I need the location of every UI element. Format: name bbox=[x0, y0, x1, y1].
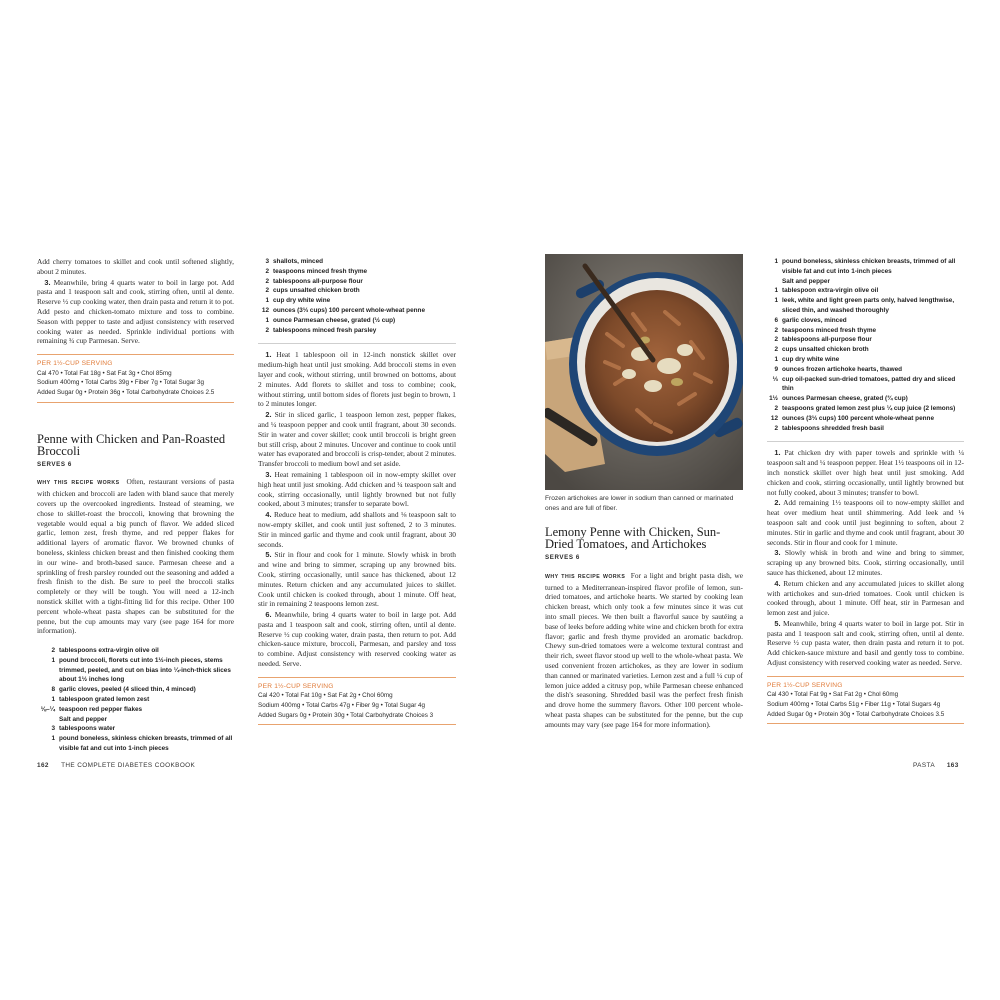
ingredient-quantity: 2 bbox=[774, 424, 778, 432]
step-number: 4. bbox=[265, 510, 272, 520]
ingredient-item bbox=[37, 724, 234, 734]
column-3 bbox=[545, 516, 743, 731]
method-step bbox=[767, 579, 964, 618]
ingredient-item bbox=[258, 316, 456, 326]
ingredient-text: shallots, minced bbox=[273, 258, 324, 265]
ingredient-text: teaspoon red pepper flakes bbox=[59, 705, 143, 713]
ingredient-quantity: ⅛–¼ bbox=[40, 705, 55, 713]
why-paragraph bbox=[37, 477, 234, 636]
ingredient-item bbox=[767, 296, 964, 316]
ingredient-quantity bbox=[37, 715, 59, 725]
step-text: Heat 1 tablespoon oil in 12-inch nonstick skillet over medium-high heat until just smoking. Add broccoli stems in even layer and cook, without stirring, until browned on bottoms, about 2 minutes. Add florets to skillet and toss to combine; cook, without stirring, until bottom sides of florets just begin to brown, 1 to 2 minutes longer. bbox=[258, 350, 456, 409]
method-step bbox=[258, 410, 456, 469]
divider bbox=[258, 343, 456, 344]
step-number: 5. bbox=[774, 618, 781, 628]
ingredient-item bbox=[37, 646, 234, 656]
ingredient-text: leek, white and light green parts only, halved lengthwise, sliced thin, and washed thoroughly bbox=[782, 297, 955, 314]
nutrition-line: Sodium 400mg • Total Carbs 51g • Fiber 11g • Total Sugars 4g bbox=[767, 701, 941, 709]
step-text: Meanwhile, bring 4 quarts water to boil in large pot. Add pasta and 1 teaspoon salt and cook, stirring often, until al dente. Reserve ½ cup cooking water, then drain pasta and return it to pot. Add pesto and chicken-tomato mixture and toss to combine. Season with pepper to taste and adjust consistency with reserved cooking water as needed. Sprinkle individual portions with remaining ¾ cup Parmesan. Serve. bbox=[37, 277, 234, 346]
ingredient-quantity: 1 bbox=[774, 355, 778, 363]
ingredient-item bbox=[767, 424, 964, 434]
ingredient-list bbox=[258, 257, 456, 335]
method-step bbox=[258, 550, 456, 609]
step-number: 5. bbox=[265, 550, 272, 560]
step-text: Pat chicken dry with paper towels and sprinkle with ¼ teaspoon salt and ¼ teaspoon pepper. Heat 1½ teaspoons oil in 12-inch nonstick skillet over high heat until just smoking. Add chicken and cook, stirring occasionally, until lightly browned but not fully cooked, about 3 minutes; transfer to bowl. bbox=[767, 448, 964, 497]
ingredient-quantity: 2 bbox=[774, 326, 778, 334]
ingredient-quantity: 3 bbox=[51, 725, 55, 733]
step-text: Slowly whisk in broth and wine and bring to simmer, scraping up any browned bits. Cook, stirring occasionally, until sauce has thickened, about 12 minutes. bbox=[767, 548, 964, 577]
ingredient-item bbox=[767, 365, 964, 375]
ingredient-item bbox=[767, 375, 964, 395]
ingredient-item bbox=[37, 715, 234, 725]
step-number: 6. bbox=[265, 610, 272, 620]
ingredient-quantity: 2 bbox=[774, 336, 778, 344]
ingredient-text: cups unsalted chicken broth bbox=[782, 346, 869, 354]
method-step bbox=[258, 350, 456, 409]
divider bbox=[767, 441, 964, 442]
ingredient-quantity bbox=[767, 277, 782, 287]
ingredient-item bbox=[258, 267, 456, 277]
nutrition-line: Added Sugar 0g • Protein 30g • Total Carbohydrate Choices 3.5 bbox=[767, 710, 945, 718]
ingredient-quantity: 2 bbox=[265, 277, 269, 285]
ingredient-item bbox=[258, 257, 456, 267]
ingredient-item bbox=[767, 355, 964, 365]
ingredient-text: cups unsalted chicken broth bbox=[273, 287, 360, 295]
why-text: For a light and bright pasta dish, we turned to a Mediterranean-inspired flavor profile of lemon, sun-dried tomatoes, and artichoke hearts. We started by cooking lean chicken breast, which only took a few minutes since it was cut into small pieces. We then built a flavorful sauce by sautéing a base of leeks before adding white wine and chicken broth for extra flavor; garlic and fresh thyme provided an aromatic backdrop. Chewy sun-dried tomatoes were a welcome textural contrast and their rich, sweet flavor stood up well to the whole-wheat pasta. We used convenient frozen artichokes, as they are lower in sodium than canned or marinated varieties. Lemon zest and a full ¼ cup of lemon juice added a citrusy pop, while Parmesan cheese enhanced the dish's seasoning. Shredded basil was the perfect fresh finish and drove home the summery flavors. Other 100 percent whole-wheat pasta shapes can be substituted for the penne, but the cup amounts may vary (see page 164 for more information). bbox=[545, 570, 743, 729]
ingredient-text: pound broccoli, florets cut into 1½-inch pieces, stems trimmed, peeled, and cut on bias into ¼-inch-thick slices about 1½ inches long bbox=[59, 656, 231, 684]
recipe-title: Lemony Penne with Chicken, Sun-Dried Tomatoes, and Artichokes bbox=[545, 525, 721, 551]
nutrition-line: Cal 420 • Total Fat 10g • Sat Fat 2g • Chol 60mg bbox=[258, 692, 393, 700]
step-number: 4. bbox=[774, 578, 781, 588]
folio-left bbox=[37, 762, 195, 769]
ingredient-item bbox=[37, 656, 234, 685]
ingredient-text: Salt and pepper bbox=[782, 277, 830, 285]
ingredient-text: pound boneless, skinless chicken breasts, trimmed of all visible fat and cut into 1-inch pieces bbox=[59, 735, 233, 753]
step-number: 1. bbox=[265, 350, 272, 360]
ingredient-list bbox=[37, 646, 234, 754]
ingredient-item bbox=[37, 734, 234, 754]
nutrition-line: Added Sugars 0g • Protein 30g • Total Carbohydrate Choices 3 bbox=[258, 711, 434, 719]
nutrition-line: Added Sugar 0g • Protein 36g • Total Carbohydrate Choices 2.5 bbox=[37, 388, 215, 396]
ingredient-item bbox=[258, 306, 456, 316]
ingredient-item bbox=[767, 316, 964, 326]
nutrition-header: PER 1½-CUP SERVING bbox=[37, 360, 113, 368]
ingredient-item bbox=[258, 326, 456, 336]
ingredient-item bbox=[37, 705, 234, 715]
pasta-dish-illustration bbox=[545, 254, 743, 490]
step-text: Meanwhile, bring 4 quarts water to boil in large pot. Add pasta and 1 teaspoon salt and cook, stirring often, until al dente. Reserve ½ cup cooking water, drain pasta, then return to pot. Add chicken-sauce mixture, broccoli, Parmesan, and parsley and toss to combine. Adjust consistency with reserved cooking water as needed. Serve. bbox=[258, 610, 456, 669]
ingredient-text: tablespoons extra-virgin olive oil bbox=[59, 647, 159, 655]
why-lead: WHY THIS RECIPE WORKS bbox=[545, 573, 626, 580]
ingredient-quantity: 2 bbox=[51, 647, 55, 655]
step-number: 3. bbox=[265, 469, 272, 479]
method-steps bbox=[258, 350, 456, 669]
ingredient-text: teaspoons minced fresh thyme bbox=[782, 326, 877, 334]
running-title: THE COMPLETE DIABETES COOKBOOK bbox=[61, 762, 196, 769]
step-number: 3. bbox=[774, 548, 781, 558]
column-1 bbox=[37, 257, 234, 754]
ingredient-item bbox=[767, 345, 964, 355]
ingredient-quantity: 1 bbox=[51, 696, 55, 704]
paragraph: Add cherry tomatoes to skillet and cook until softened slightly, about 2 minutes. bbox=[37, 257, 234, 276]
ingredient-quantity: 3 bbox=[265, 258, 269, 265]
ingredient-text: pound boneless, skinless chicken breasts, trimmed of all visible fat and cut into 1-inch pieces bbox=[782, 258, 956, 275]
ingredient-quantity: 1 bbox=[774, 258, 778, 265]
ingredient-quantity: 1 bbox=[265, 297, 269, 305]
ingredient-quantity: 1 bbox=[265, 316, 269, 324]
ingredient-list bbox=[767, 257, 964, 433]
ingredient-quantity: 1 bbox=[51, 735, 55, 743]
ingredient-text: tablespoons water bbox=[59, 725, 116, 733]
ingredient-item bbox=[258, 286, 456, 296]
ingredient-quantity: 2 bbox=[265, 267, 269, 275]
ingredient-text: tablespoon grated lemon zest bbox=[59, 696, 150, 704]
ingredient-item bbox=[767, 394, 964, 404]
nutrition-line: Sodium 400mg • Total Carbs 39g • Fiber 7g • Total Sugar 3g bbox=[37, 379, 205, 387]
recipe-title: Penne with Chicken and Pan-Roasted Broccoli bbox=[37, 431, 226, 458]
why-lead: WHY THIS RECIPE WORKS bbox=[37, 480, 120, 487]
ingredient-item bbox=[258, 277, 456, 287]
ingredient-item bbox=[767, 326, 964, 336]
step-number: 2. bbox=[265, 410, 272, 420]
serves-label: SERVES 6 bbox=[545, 554, 580, 561]
page-number: 163 bbox=[946, 762, 959, 769]
ingredient-item bbox=[37, 695, 234, 705]
ingredient-text: garlic cloves, minced bbox=[782, 316, 847, 324]
ingredient-item bbox=[767, 277, 964, 287]
ingredient-text: tablespoons shredded fresh basil bbox=[782, 424, 884, 432]
ingredient-text: tablespoon extra-virgin olive oil bbox=[782, 287, 879, 295]
ingredient-item bbox=[258, 296, 456, 306]
step-text: Return chicken and any accumulated juices to skillet along with artichokes and sun-dried tomatoes. Cook until chicken is cooked through, about 1 minute. Off heat, stir in Parmesan and lemon zest and juice. bbox=[767, 578, 964, 618]
method-step bbox=[37, 278, 234, 347]
ingredient-text: tablespoons minced fresh parsley bbox=[273, 326, 377, 334]
ingredient-item bbox=[767, 404, 964, 414]
nutrition-line: Cal 430 • Total Fat 9g • Sat Fat 2g • Chol 60mg bbox=[767, 691, 899, 699]
ingredient-quantity: 2 bbox=[265, 287, 269, 295]
step-text: Stir in flour and cook for 1 minute. Slowly whisk in broth and wine and bring to simmer, scraping up any browned bits. Cook, stirring occasionally, until sauce has thickened, about 12 minutes. Return chicken and any accumulated juices to skillet. Cook until chicken is cooked through, about 1 minute. Off heat, stir in remaining 2 teaspoons lemon zest. bbox=[258, 550, 456, 609]
ingredient-quantity: ⅓ bbox=[772, 375, 778, 383]
method-step bbox=[258, 610, 456, 669]
method-step bbox=[258, 510, 456, 549]
ingredient-text: ounces frozen artichoke hearts, thawed bbox=[782, 365, 903, 373]
method-steps bbox=[767, 448, 964, 668]
method-step bbox=[767, 548, 964, 577]
folio-right bbox=[913, 762, 959, 769]
column-2 bbox=[258, 257, 456, 731]
nutrition-header: PER 1½-CUP SERVING bbox=[767, 681, 843, 689]
ingredient-quantity: 1 bbox=[774, 297, 778, 305]
ingredient-quantity: 12 bbox=[770, 414, 778, 422]
ingredient-text: tablespoons all-purpose flour bbox=[273, 277, 363, 285]
ingredient-text: cup oil-packed sun-dried tomatoes, patted dry and sliced thin bbox=[782, 375, 956, 393]
photo-caption: Frozen artichokes are lower in sodium than canned or marinated ones and are full of fiber. bbox=[545, 495, 734, 512]
step-number: 1. bbox=[774, 448, 781, 458]
ingredient-quantity: 2 bbox=[265, 326, 269, 334]
ingredient-text: ounce Parmesan cheese, grated (½ cup) bbox=[273, 316, 396, 324]
step-number: 2. bbox=[774, 498, 781, 508]
recipe-photo bbox=[545, 254, 743, 490]
page-number: 162 bbox=[37, 762, 49, 769]
ingredient-text: Salt and pepper bbox=[59, 715, 107, 723]
step-text: Heat remaining 1 tablespoon oil in now-empty skillet over high heat until just smoking. Add chicken and ¼ teaspoon salt and cook, stirring occasionally, until lightly browned but not fully cooked, about 3 minutes; transfer to separate bowl. bbox=[258, 469, 456, 509]
ingredient-text: tablespoons all-purpose flour bbox=[782, 336, 872, 344]
ingredient-text: ounces (3⅓ cups) 100 percent whole-wheat penne bbox=[273, 306, 425, 314]
nutrition-line: Cal 470 • Total Fat 18g • Sat Fat 3g • Chol 85mg bbox=[37, 369, 172, 377]
ingredient-quantity: 8 bbox=[51, 686, 55, 694]
ingredient-item bbox=[767, 414, 964, 424]
ingredient-item bbox=[767, 286, 964, 296]
serves-label: SERVES 6 bbox=[37, 460, 72, 468]
nutrition-box bbox=[767, 676, 964, 724]
ingredient-item bbox=[767, 335, 964, 345]
step-text: Stir in sliced garlic, 1 teaspoon lemon zest, pepper flakes, and ¼ teaspoon pepper and cook until fragrant, about 30 seconds. Stir in water and cover skillet; cook until broccoli is bright green but still crisp, about 2 minutes. Uncover and continue to cook until water has evaporated and broccoli is crisp-tender, about 2 minutes. Transfer broccoli to medium bowl and set aside. bbox=[258, 410, 456, 469]
ingredient-text: garlic cloves, peeled (4 sliced thin, 4 minced) bbox=[59, 686, 196, 694]
ingredient-text: cup dry white wine bbox=[273, 297, 331, 305]
ingredient-quantity: 12 bbox=[261, 306, 269, 314]
ingredient-quantity: 1 bbox=[51, 656, 55, 664]
nutrition-box bbox=[258, 677, 456, 725]
method-step bbox=[767, 448, 964, 497]
ingredient-text: ounces Parmesan cheese, grated (¾ cup) bbox=[782, 395, 908, 403]
nutrition-header: PER 1½-CUP SERVING bbox=[258, 682, 334, 690]
step-number: 3. bbox=[44, 277, 51, 287]
method-step bbox=[767, 619, 964, 668]
column-4 bbox=[767, 257, 964, 730]
method-step bbox=[767, 498, 964, 547]
ingredient-text: ounces (3⅓ cups) 100 percent whole-wheat penne bbox=[782, 414, 934, 422]
running-title: PASTA bbox=[913, 762, 935, 769]
ingredient-quantity: 6 bbox=[774, 316, 778, 324]
method-step bbox=[258, 470, 456, 509]
ingredient-text: teaspoons minced fresh thyme bbox=[273, 267, 368, 275]
ingredient-quantity: 1 bbox=[774, 287, 778, 295]
step-text: Add remaining 1½ teaspoons oil to now-empty skillet and heat over medium heat until shimmering. Add leek and ⅛ teaspoon salt and cook until just beginning to soften, about 2 minutes. Stir in garlic and thyme and cook until fragrant, about 30 seconds. Stir in flour and cook for 1 minute. bbox=[767, 498, 964, 547]
ingredient-text: cup dry white wine bbox=[782, 355, 840, 363]
why-text: Often, restaurant versions of pasta with chicken and broccoli are laden with bland sauce that merely covers up the overcooked ingredients. Instead of steaming, we chose to skillet-roast the broccoli, knowing that browning the vegetable would equal a big punch of flavor. We added sliced garlic, lemon zest, fresh thyme, and red pepper flakes for additional layers of aromatic flavor. We browned chunks of boneless, skinless chicken breast and then finished cooking them in our wine- and broth-based sauce. Parmesan cheese and a sprinkling of fresh parsley rounded out the seasoning and added a fresh finish to the dish. Be sure to peel the broccoli stalks completely or they will be tough. You will need a 12-inch nonstick skillet with a tight-fitting lid for this recipe. Other 100 percent whole-wheat pasta shapes can be substituted for the penne, but the cup amounts may vary (see page 164 for more information). bbox=[37, 477, 234, 636]
ingredient-quantity: 1½ bbox=[769, 395, 778, 403]
nutrition-line: Sodium 400mg • Total Carbs 47g • Fiber 9g • Total Sugar 4g bbox=[258, 702, 426, 710]
why-paragraph bbox=[545, 571, 743, 730]
step-text: Reduce heat to medium, add shallots and ⅛ teaspoon salt to now-empty skillet, and cook until just softened, 2 to 3 minutes. Stir in minced garlic and thyme and cook until fragrant, about 30 seconds. bbox=[258, 510, 456, 549]
ingredient-quantity: 9 bbox=[774, 365, 778, 373]
ingredient-quantity: 2 bbox=[774, 346, 778, 354]
nutrition-box bbox=[37, 354, 234, 402]
ingredient-text: teaspoons grated lemon zest plus ¼ cup juice (2 lemons) bbox=[782, 404, 956, 412]
ingredient-quantity: 2 bbox=[774, 404, 778, 412]
ingredient-item bbox=[37, 685, 234, 695]
ingredient-item bbox=[767, 257, 964, 277]
step-text: Meanwhile, bring 4 quarts water to boil in large pot. Stir in pasta and 1 teaspoon salt and cook, stirring often, until al dente. Reserve ½ cup pasta water, then drain pasta and return it to pot. Add chicken-sauce mixture and basil and gently toss to combine. Adjust consistency with reserved cooking water as needed. Serve. bbox=[767, 618, 964, 668]
